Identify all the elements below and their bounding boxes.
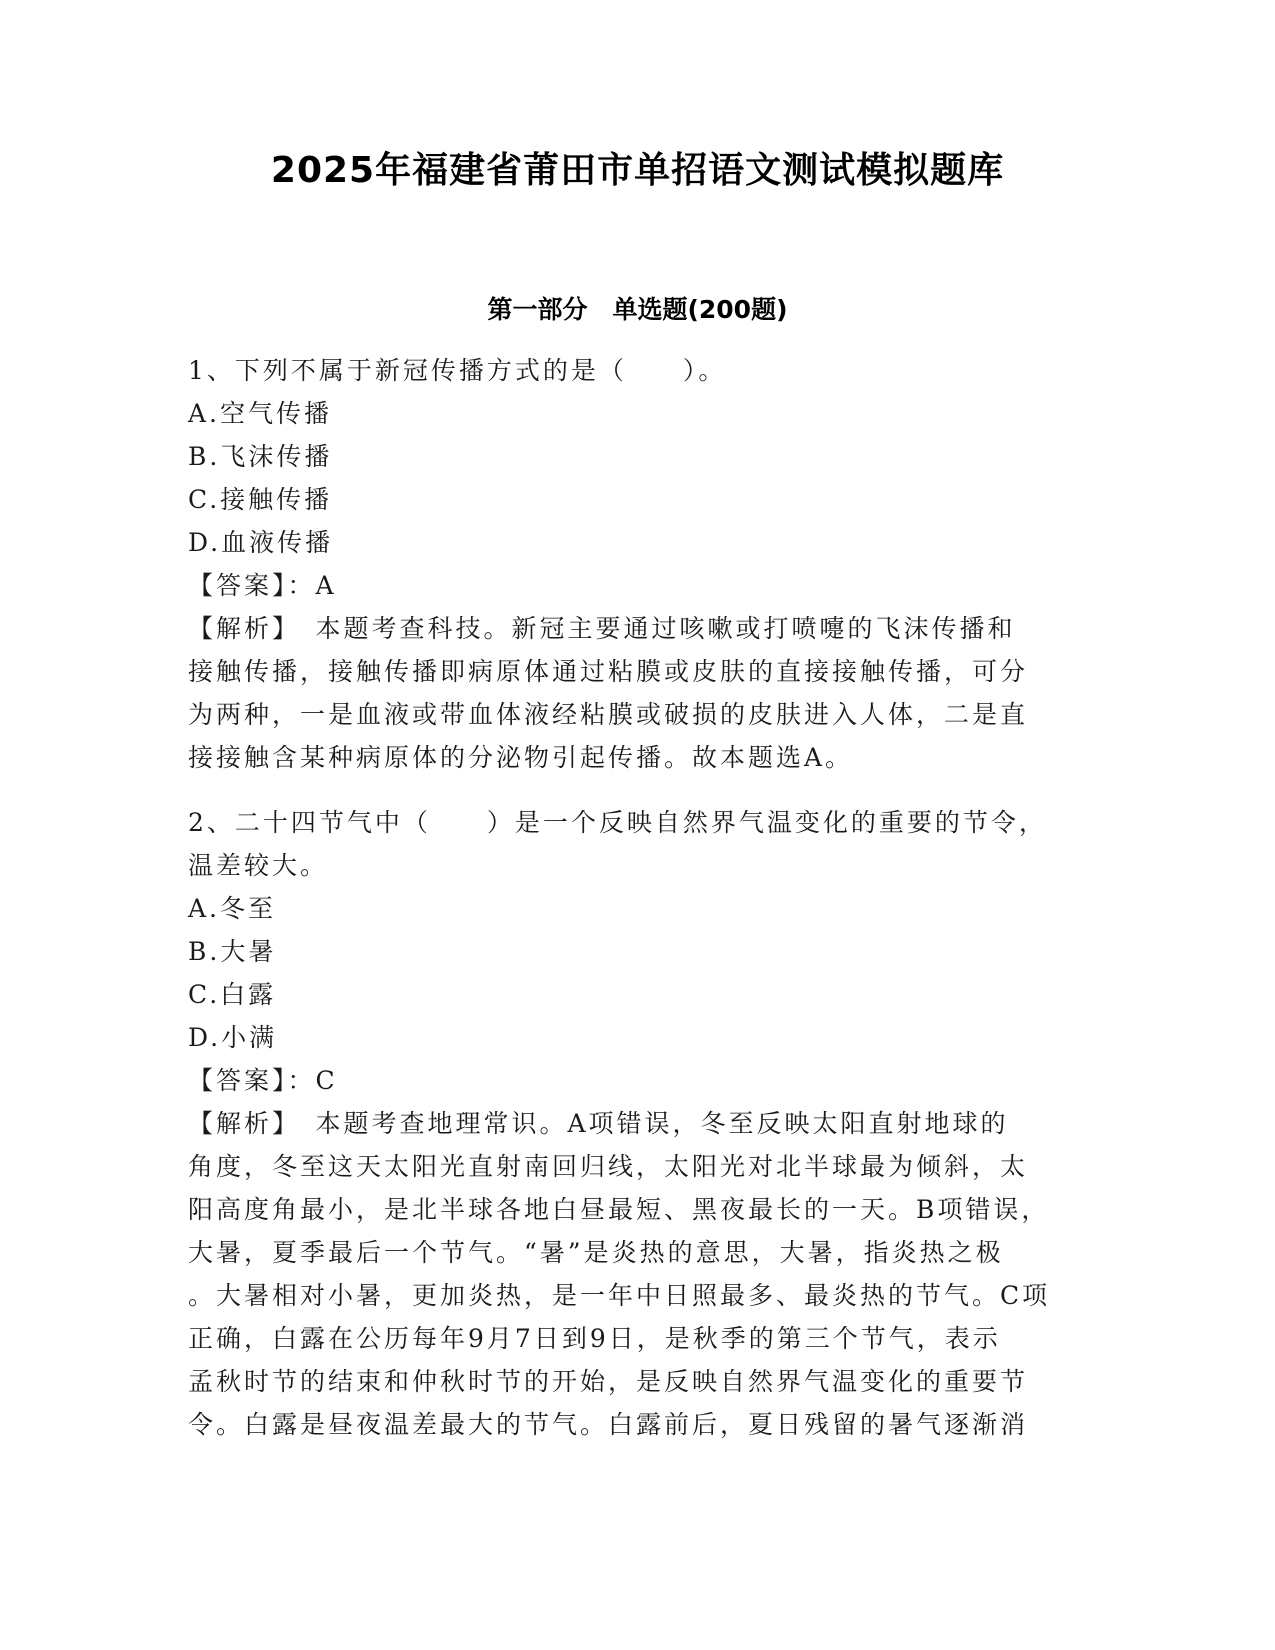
option-d: D.小满 xyxy=(188,1023,278,1052)
analysis-line: 【解析】 本题考查地理常识。A项错误，冬至反映太阳直射地球的 xyxy=(188,1109,1009,1138)
question-stem-continued: 温差较大。 xyxy=(188,851,329,880)
option-c: C.白露 xyxy=(188,980,277,1009)
option-d: D.血液传播 xyxy=(188,528,334,557)
question-spacer xyxy=(188,779,1088,801)
document-title: 2025年福建省莆田市单招语文测试模拟题库 xyxy=(270,150,1005,191)
question-stem: 2、二十四节气中（ ）是一个反映自然界气温变化的重要的节令， xyxy=(188,808,1047,837)
option-b: B.大暑 xyxy=(188,937,277,966)
option-b: B.飞沫传播 xyxy=(188,442,333,471)
option-c: C.接触传播 xyxy=(188,485,333,514)
analysis-line: 。大暑相对小暑，更加炎热，是一年中日照最多、最炎热的节气。C项 xyxy=(188,1281,1051,1310)
analysis-line: 角度，冬至这天太阳光直射南回归线，太阳光对北半球最为倾斜，太 xyxy=(188,1152,1029,1181)
analysis-line: 为两种，一是血液或带血体液经粘膜或破损的皮肤进入人体，二是直 xyxy=(188,700,1029,729)
analysis-line: 接触传播，接触传播即病原体通过粘膜或皮肤的直接接触传播，可分 xyxy=(188,657,1029,686)
option-a: A.空气传播 xyxy=(188,399,333,428)
analysis-line: 令。白露是昼夜温差最大的节气。白露前后，夏日残留的暑气逐渐消 xyxy=(188,1410,1029,1439)
answer-line: 【答案】：C xyxy=(188,1066,338,1095)
question-list xyxy=(188,349,1088,1446)
analysis-line: 接接触含某种病原体的分泌物引起传播。故本题选A。 xyxy=(188,743,854,772)
analysis-line: 大暑，夏季最后一个节气。“暑”是炎热的意思，大暑，指炎热之极 xyxy=(188,1238,1004,1267)
question-block xyxy=(188,349,1088,779)
option-a: A.冬至 xyxy=(188,894,277,923)
analysis-line: 正确，白露在公历每年9月7日到9日，是秋季的第三个节气，表示 xyxy=(188,1324,1001,1353)
answer-line: 【答案】：A xyxy=(188,571,337,600)
analysis-line: 【解析】 本题考查科技。新冠主要通过咳嗽或打喷嚏的飞沫传播和 xyxy=(188,614,1016,643)
section-heading: 第一部分 单选题(200题) xyxy=(487,295,788,324)
analysis-line: 孟秋时节的结束和仲秋时节的开始，是反映自然界气温变化的重要节 xyxy=(188,1367,1029,1396)
question-stem: 1、下列不属于新冠传播方式的是（ ）。 xyxy=(188,356,727,385)
analysis-line: 阳高度角最小，是北半球各地白昼最短、黑夜最长的一天。B项错误， xyxy=(188,1195,1050,1224)
question-block xyxy=(188,801,1088,1446)
